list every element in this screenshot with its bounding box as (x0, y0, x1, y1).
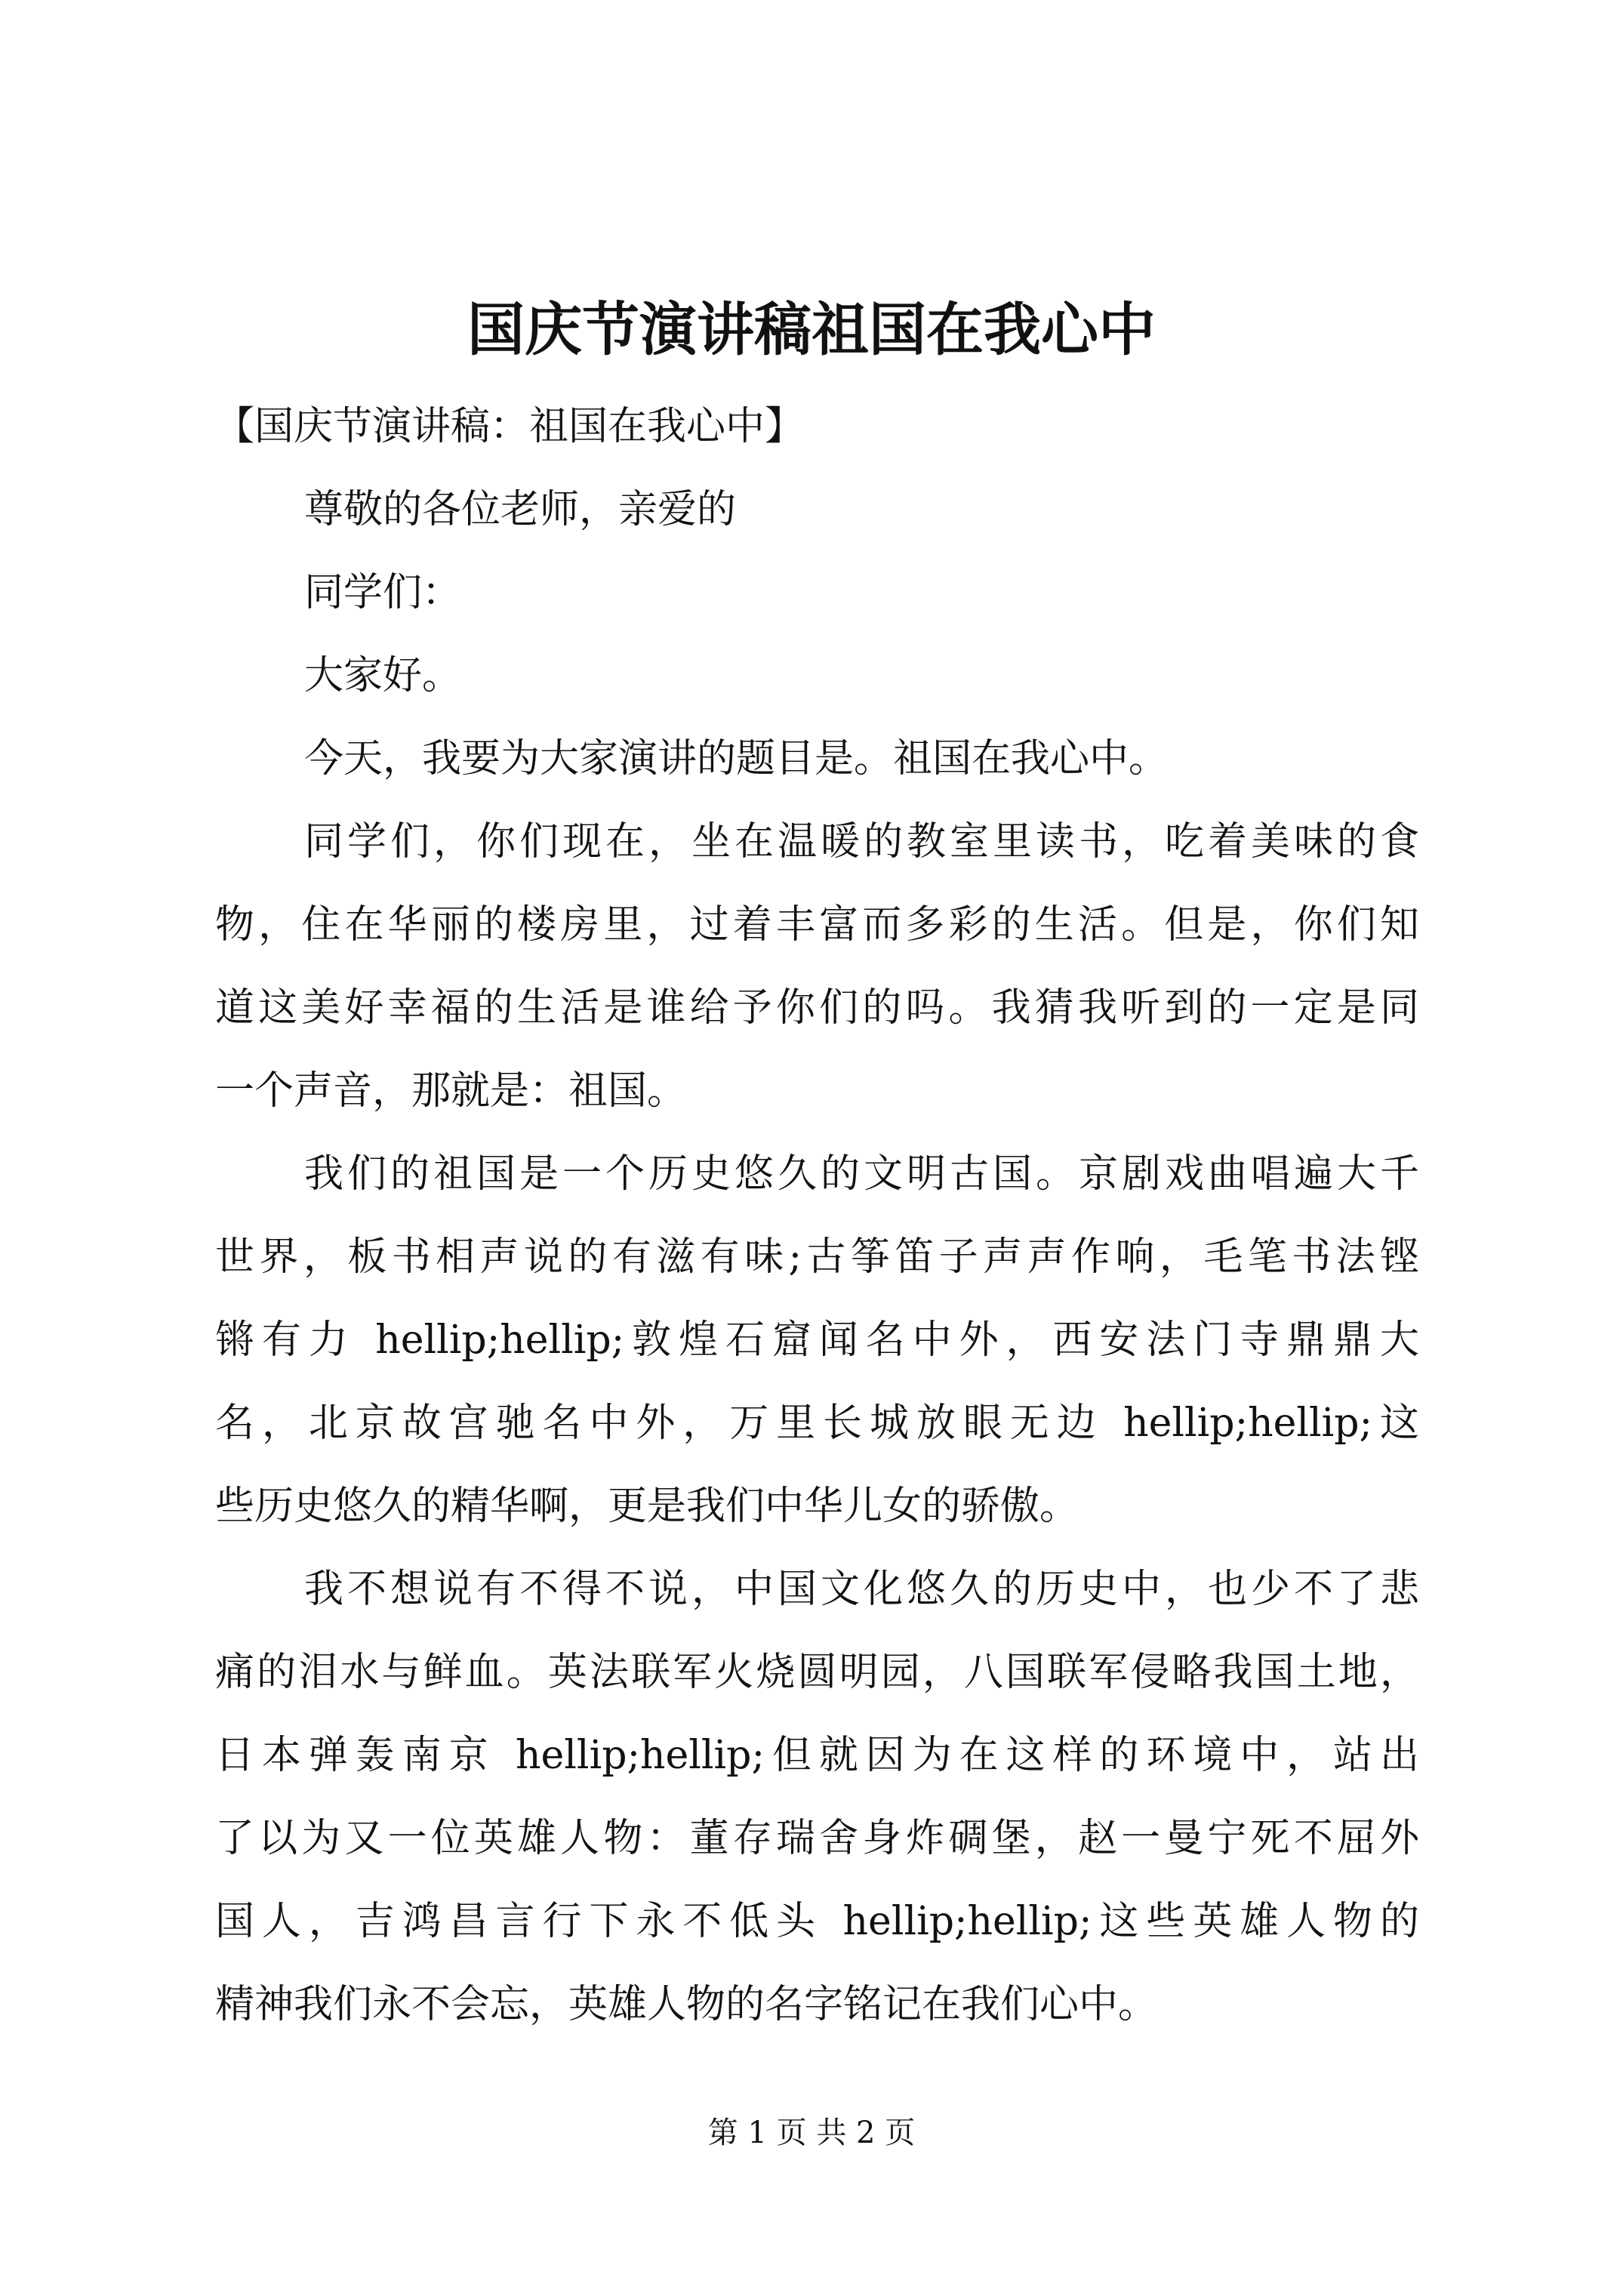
paragraph-line: 了以为又一位英雄人物：董存瑞舍身炸碉堡，赵一曼宁死不屈外 (215, 1816, 1419, 1861)
paragraph-line: 锵有力 hellip;hellip;敦煌石窟闻名中外，西安法门寺鼎鼎大 (215, 1318, 1419, 1363)
paragraph-line: 国人，吉鸿昌言行下永不低头 hellip;hellip;这些英雄人物的 (215, 1899, 1419, 1944)
greeting-line: 大家好。 (304, 653, 462, 698)
document-body (215, 385, 1419, 2046)
paragraph-line: 我们的祖国是一个历史悠久的文明古国。京剧戏曲唱遍大千 (304, 1151, 1419, 1197)
paragraph-line: 物，住在华丽的楼房里，过着丰富而多彩的生活。但是，你们知 (215, 902, 1419, 948)
paragraph-line: 些历史悠久的精华啊，更是我们中华儿女的骄傲。 (215, 1484, 1079, 1529)
topic-line: 今天，我要为大家演讲的题目是。祖国在我心中。 (304, 736, 1169, 781)
paragraph-line: 名，北京故宫驰名中外，万里长城放眼无边 hellip;hellip;这 (215, 1401, 1419, 1446)
paragraph-line: 我不想说有不得不说，中国文化悠久的历史中，也少不了悲 (304, 1567, 1419, 1612)
salutation-line: 同学们： (304, 570, 462, 615)
page-number-footer: 第 1 页 共 2 页 (707, 2116, 916, 2150)
paragraph-line: 日本弹轰南京 hellip;hellip;但就因为在这样的环境中，站出 (215, 1733, 1419, 1778)
paragraph-line: 世界，板书相声说的有滋有味;古筝笛子声声作响，毛笔书法铿 (215, 1234, 1419, 1280)
heading-line: 【国庆节演讲稿：祖国在我心中】 (215, 404, 805, 449)
paragraph-line: 精神我们永不会忘，英雄人物的名字铭记在我们心中。 (215, 1982, 1158, 2027)
paragraph-line: 一个声音，那就是：祖国。 (215, 1068, 687, 1114)
paragraph-line: 同学们，你们现在，坐在温暖的教室里读书，吃着美味的食 (304, 819, 1419, 864)
document-title: 国庆节演讲稿祖国在我心中 (467, 296, 1156, 363)
salutation-line: 尊敬的各位老师，亲爱的 (304, 487, 737, 532)
paragraph-line: 道这美好幸福的生活是谁给予你们的吗。我猜我听到的一定是同 (215, 985, 1419, 1031)
paragraph-line: 痛的泪水与鲜血。英法联军火烧圆明园，八国联军侵略我国土地， (215, 1650, 1419, 1695)
